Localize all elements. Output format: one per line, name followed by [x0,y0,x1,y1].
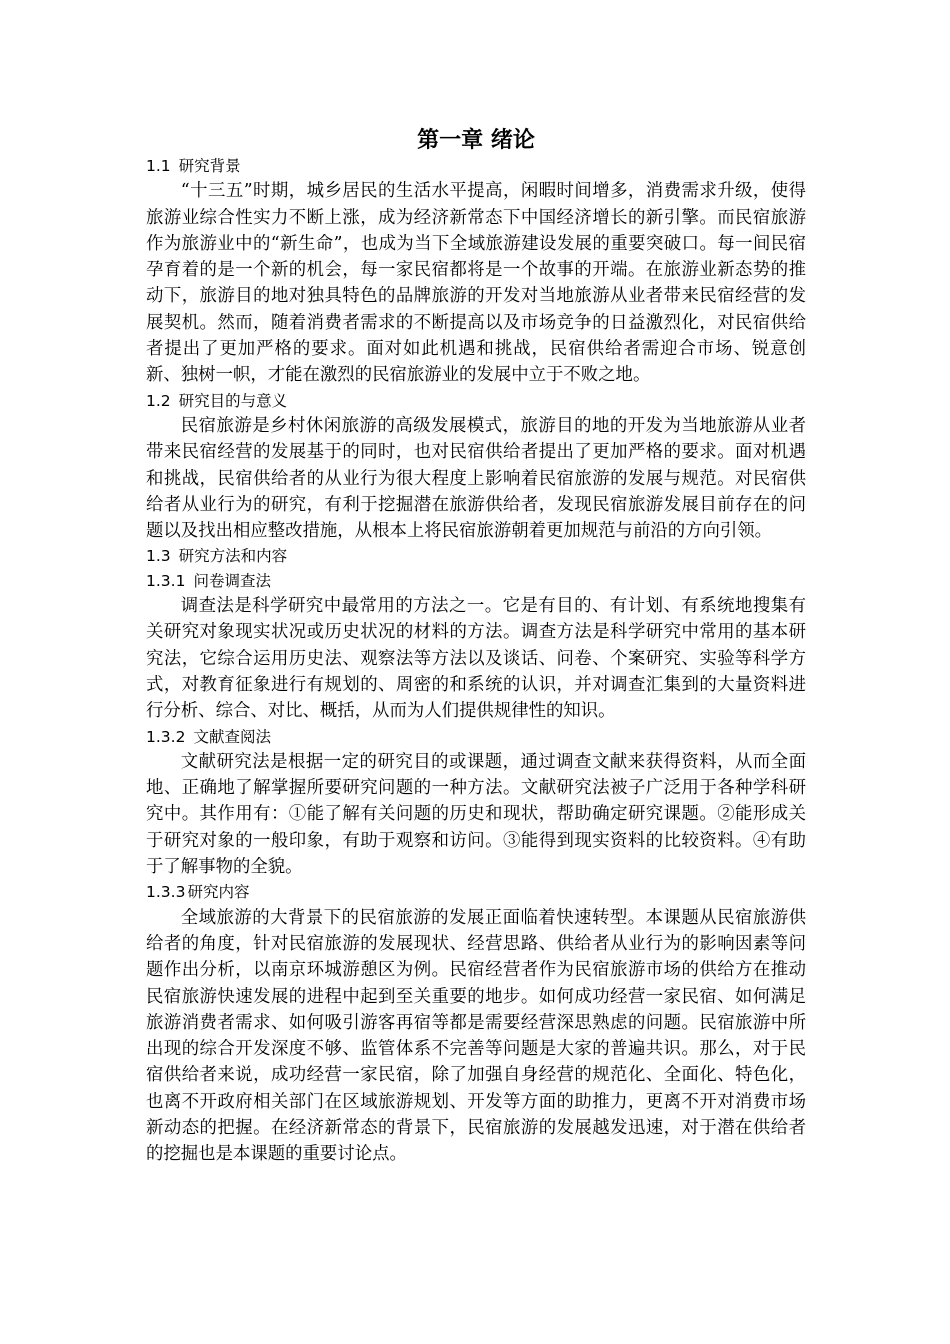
paragraph-literature-method: 文献研究法是根据一定的研究目的或课题，通过调查文献来获得资料，从而全面地、正确地了解掌握所要研究问题的一种方法。文献研究法被子广泛用于各种学科研究中。其作用有：①能了解有关问题的历史和现状，帮助确定研究课题。②能形成关于研究对象的一般印象，有助于观察和访问。③能得到现实资料的比较资料。④有助于了解事物的全貌。 [146,751,806,878]
paragraph-research-background: “十三五”时期，城乡居民的生活水平提高，闲暇时间增多，消费需求升级，使得旅游业综合性实力不断上涨，成为经济新常态下中国经济增长的新引擎。而民宿旅游作为旅游业中的“新生命”，也成为当下全域旅游建设发展的重要突破口。每一间民宿孕育着的是一个新的机会，每一家民宿都将是一个故事的开端。在旅游业新态势的推动下，旅游目的地对独具特色的品牌旅游的开发对当地旅游从业者带来民宿经营的发展契机。然而，随着消费者需求的不断提高以及市场竞争的日益激烈化，对民宿供给者提出了更加严格的要求。面对如此机遇和挑战，民宿供给者需迎合市场、锐意创新、独树一帜，才能在激烈的民宿旅游业的发展中立于不败之地。 [146,181,806,386]
section-title: 研究背景 [178,157,241,175]
document-page [146,124,806,1168]
section-title: 研究方法和内容 [178,547,288,566]
section-heading-1-3-2 [146,725,806,749]
section-number: 1.3.2 [146,727,186,746]
section-heading-1-3-1 [146,569,806,593]
paragraph-survey-method: 调查法是科学研究中最常用的方法之一。它是有目的、有计划、有系统地搜集有关研究对象现实状况或历史状况的材料的方法。调查方法是科学研究中常用的基本研究法，它综合运用历史法、观察法等方法以及谈话、问卷、个案研究、实验等科学方式，对教育征象进行有规划的、周密的和系统的认识，并对调查汇集到的大量资料进行分析、综合、对比、概括，从而为人们提供规律性的知识。 [146,596,806,722]
section-heading-1-2 [146,389,806,413]
section-number: 1.2 [146,391,171,410]
section-title: 研究目的与意义 [178,391,288,410]
section-title: 文献查阅法 [193,727,271,746]
section-heading-1-3-3 [146,880,806,904]
section-number: 1.3.3 [146,883,186,902]
section-title: 问卷调查法 [193,571,271,590]
chapter-title: 第一章 绪论 [417,128,535,153]
paragraph-purpose-significance: 民宿旅游是乡村休闲旅游的高级发展模式，旅游目的地的开发为当地旅游从业者带来民宿经营的发展基于的同时，也对民宿供给者提出了更加严格的要求。面对机遇和挑战，民宿供给者的从业行为很大程度上影响着民宿旅游的发展与规范。对民宿供给者从业行为的研究，有利于挖掘潜在旅游供给者，发现民宿旅游发展目前存在的问题以及找出相应整改措施，从根本上将民宿旅游朝着更加规范与前沿的方向引领。 [146,415,806,542]
paragraph-research-content: 全域旅游的大背景下的民宿旅游的发展正面临着快速转型。本课题从民宿旅游供给者的角度，针对民宿旅游的发展现状、经营思路、供给者从业行为的影响因素等问题作出分析，以南京环城游憩区为例。民宿经营者作为民宿旅游市场的供给方在推动民宿旅游快速发展的进程中起到至关重要的地步。如何成功经营一家民宿、如何满足旅游消费者需求、如何吸引游客再宿等都是需要经营深思熟虑的问题。民宿旅游中所出现的综合开发深度不够、监管体系不完善等问题是大家的普遍共识。那么，对于民宿供给者来说，成功经营一家民宿，除了加强自身经营的规范化、全面化、特色化，也离不开政府相关部门在区域旅游规划、开发等方面的助推力，更离不开对消费市场新动态的把握。在经济新常态的背景下，民宿旅游的发展越发迅速，对于潜在供给者的挖掘也是本课题的重要讨论点。 [146,907,806,1165]
section-title: 研究内容 [187,883,250,902]
section-number: 1.3 [146,547,171,566]
section-number: 1.1 [146,157,171,175]
section-heading-1-3 [146,544,806,568]
section-number: 1.3.1 [146,571,186,590]
